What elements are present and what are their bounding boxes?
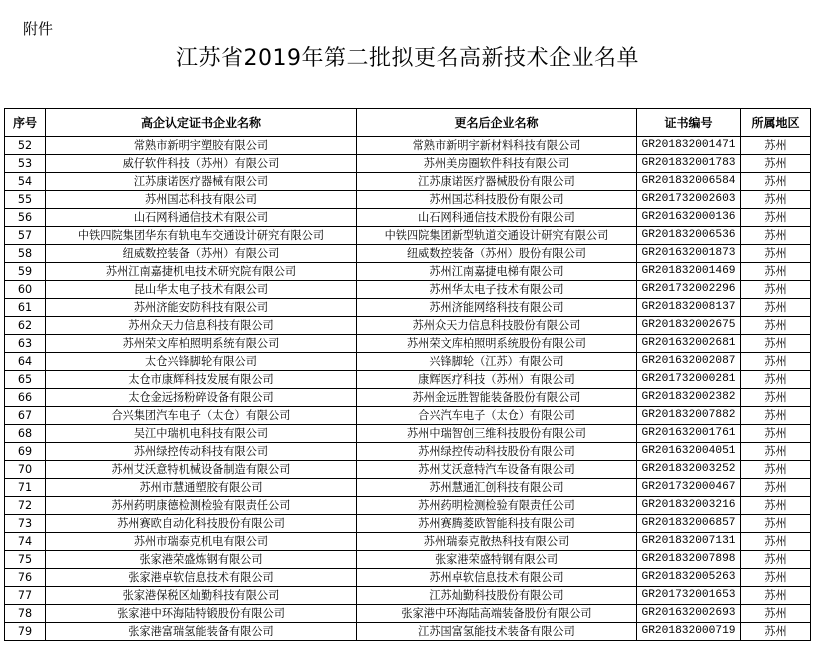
cell-new-name: 张家港中环海陆高端装备股份有限公司 [357, 605, 637, 623]
cell-new-name: 苏州药明检测检验有限责任公司 [357, 497, 637, 515]
cell-original-name: 张家港中环海陆特锻股份有限公司 [46, 605, 357, 623]
cell-certificate-no: GR201832007882 [637, 407, 741, 425]
cell-new-name: 苏州众天力信息科技股份有限公司 [357, 317, 637, 335]
cell-region: 苏州 [741, 569, 811, 587]
column-header-region: 所属地区 [741, 109, 811, 137]
cell-region: 苏州 [741, 443, 811, 461]
cell-certificate-no: GR201632002087 [637, 353, 741, 371]
cell-certificate-no: GR201832006857 [637, 515, 741, 533]
cell-certificate-no: GR201632001873 [637, 245, 741, 263]
cell-region: 苏州 [741, 461, 811, 479]
cell-certificate-no: GR201832001783 [637, 155, 741, 173]
cell-original-name: 苏州市慧通塑胶有限公司 [46, 479, 357, 497]
cell-original-name: 张家港保税区灿勤科技有限公司 [46, 587, 357, 605]
cell-index: 54 [5, 173, 46, 191]
cell-index: 58 [5, 245, 46, 263]
cell-original-name: 威仔软件科技（苏州）有限公司 [46, 155, 357, 173]
cell-certificate-no: GR201632002681 [637, 335, 741, 353]
cell-certificate-no: GR201732002603 [637, 191, 741, 209]
cell-index: 67 [5, 407, 46, 425]
cell-index: 74 [5, 533, 46, 551]
cell-certificate-no: GR201732000467 [637, 479, 741, 497]
cell-original-name: 吴江中瑞机电科技有限公司 [46, 425, 357, 443]
cell-index: 72 [5, 497, 46, 515]
cell-new-name: 苏州赛腾菱欧智能科技有限公司 [357, 515, 637, 533]
cell-certificate-no: GR201732002296 [637, 281, 741, 299]
cell-certificate-no: GR201632004051 [637, 443, 741, 461]
cell-certificate-no: GR201732001653 [637, 587, 741, 605]
cell-index: 69 [5, 443, 46, 461]
table-row [5, 371, 811, 389]
cell-new-name: 苏州国芯科技股份有限公司 [357, 191, 637, 209]
cell-certificate-no: GR201832007131 [637, 533, 741, 551]
cell-index: 52 [5, 137, 46, 155]
cell-certificate-no: GR201832000719 [637, 623, 741, 641]
cell-new-name: 苏州美房圈软件科技有限公司 [357, 155, 637, 173]
table-row [5, 605, 811, 623]
cell-certificate-no: GR201832007898 [637, 551, 741, 569]
cell-index: 77 [5, 587, 46, 605]
cell-original-name: 苏州江南嘉捷机电技术研究院有限公司 [46, 263, 357, 281]
cell-new-name: 康辉医疗科技（苏州）有限公司 [357, 371, 637, 389]
cell-region: 苏州 [741, 515, 811, 533]
cell-new-name: 合兴汽车电子（太仓）有限公司 [357, 407, 637, 425]
table-row [5, 191, 811, 209]
cell-original-name: 苏州药明康德检测检验有限责任公司 [46, 497, 357, 515]
column-header-certificate-no: 证书编号 [637, 109, 741, 137]
cell-new-name: 兴锋脚轮（江苏）有限公司 [357, 353, 637, 371]
cell-region: 苏州 [741, 407, 811, 425]
cell-new-name: 苏州江南嘉捷电梯有限公司 [357, 263, 637, 281]
table-row [5, 569, 811, 587]
cell-region: 苏州 [741, 605, 811, 623]
cell-original-name: 苏州国芯科技有限公司 [46, 191, 357, 209]
cell-original-name: 太仓兴锋脚轮有限公司 [46, 353, 357, 371]
cell-index: 63 [5, 335, 46, 353]
table-row [5, 587, 811, 605]
cell-original-name: 常熟市新明宇塑胶有限公司 [46, 137, 357, 155]
cell-region: 苏州 [741, 587, 811, 605]
cell-new-name: 苏州中瑞智创三维科技股份有限公司 [357, 425, 637, 443]
cell-original-name: 山石网科通信技术有限公司 [46, 209, 357, 227]
cell-index: 53 [5, 155, 46, 173]
cell-certificate-no: GR201832006536 [637, 227, 741, 245]
cell-original-name: 苏州众天力信息科技有限公司 [46, 317, 357, 335]
cell-region: 苏州 [741, 209, 811, 227]
cell-original-name: 太仓市康辉科技发展有限公司 [46, 371, 357, 389]
cell-index: 70 [5, 461, 46, 479]
table-row [5, 461, 811, 479]
cell-original-name: 江苏康诺医疗器械有限公司 [46, 173, 357, 191]
cell-new-name: 常熟市新明宇新材料科技有限公司 [357, 137, 637, 155]
cell-index: 61 [5, 299, 46, 317]
cell-certificate-no: GR201832008137 [637, 299, 741, 317]
cell-region: 苏州 [741, 533, 811, 551]
cell-original-name: 苏州济能安防科技有限公司 [46, 299, 357, 317]
cell-index: 64 [5, 353, 46, 371]
cell-index: 78 [5, 605, 46, 623]
cell-region: 苏州 [741, 389, 811, 407]
cell-region: 苏州 [741, 173, 811, 191]
cell-region: 苏州 [741, 353, 811, 371]
table-row [5, 389, 811, 407]
table-row [5, 443, 811, 461]
cell-certificate-no: GR201732000281 [637, 371, 741, 389]
cell-region: 苏州 [741, 263, 811, 281]
cell-certificate-no: GR201632001761 [637, 425, 741, 443]
cell-certificate-no: GR201832003252 [637, 461, 741, 479]
cell-new-name: 江苏康诺医疗器械股份有限公司 [357, 173, 637, 191]
table-row [5, 407, 811, 425]
cell-index: 62 [5, 317, 46, 335]
cell-certificate-no: GR201832001471 [637, 137, 741, 155]
cell-region: 苏州 [741, 137, 811, 155]
cell-index: 75 [5, 551, 46, 569]
cell-new-name: 中铁四院集团新型轨道交通设计研究有限公司 [357, 227, 637, 245]
table-row [5, 623, 811, 641]
cell-region: 苏州 [741, 425, 811, 443]
cell-certificate-no: GR201832005263 [637, 569, 741, 587]
cell-original-name: 太仓金远扬粉碎设备有限公司 [46, 389, 357, 407]
cell-index: 71 [5, 479, 46, 497]
cell-index: 76 [5, 569, 46, 587]
cell-index: 59 [5, 263, 46, 281]
cell-original-name: 昆山华太电子技术有限公司 [46, 281, 357, 299]
cell-original-name: 苏州赛欧自动化科技股份有限公司 [46, 515, 357, 533]
cell-region: 苏州 [741, 245, 811, 263]
table-row [5, 515, 811, 533]
cell-original-name: 张家港荣盛炼钢有限公司 [46, 551, 357, 569]
table-row [5, 533, 811, 551]
cell-new-name: 张家港荣盛特钢有限公司 [357, 551, 637, 569]
cell-original-name: 苏州艾沃意特机械设备制造有限公司 [46, 461, 357, 479]
cell-original-name: 中铁四院集团华东有轨电车交通设计研究有限公司 [46, 227, 357, 245]
cell-index: 73 [5, 515, 46, 533]
cell-region: 苏州 [741, 335, 811, 353]
cell-region: 苏州 [741, 479, 811, 497]
cell-certificate-no: GR201832001469 [637, 263, 741, 281]
cell-index: 56 [5, 209, 46, 227]
cell-new-name: 苏州华太电子技术有限公司 [357, 281, 637, 299]
cell-certificate-no: GR201832002382 [637, 389, 741, 407]
cell-new-name: 苏州济能网络科技有限公司 [357, 299, 637, 317]
cell-original-name: 张家港卓软信息技术有限公司 [46, 569, 357, 587]
cell-original-name: 张家港富瑞氢能装备有限公司 [46, 623, 357, 641]
column-header-new-name: 更名后企业名称 [357, 109, 637, 137]
cell-original-name: 纽威数控装备（苏州）有限公司 [46, 245, 357, 263]
cell-new-name: 纽威数控装备（苏州）股份有限公司 [357, 245, 637, 263]
table-row [5, 263, 811, 281]
cell-original-name: 合兴集团汽车电子（太仓）有限公司 [46, 407, 357, 425]
table-row [5, 353, 811, 371]
cell-new-name: 苏州金远胜智能装备股份有限公司 [357, 389, 637, 407]
table-row [5, 335, 811, 353]
attachment-label: 附件 [23, 20, 54, 38]
table-row [5, 551, 811, 569]
cell-original-name: 苏州市瑞泰克机电有限公司 [46, 533, 357, 551]
cell-region: 苏州 [741, 281, 811, 299]
cell-certificate-no: GR201832006584 [637, 173, 741, 191]
cell-certificate-no: GR201632000136 [637, 209, 741, 227]
cell-new-name: 苏州瑞泰克散热科技有限公司 [357, 533, 637, 551]
table-row [5, 425, 811, 443]
page-title: 江苏省2019年第二批拟更名高新技术企业名单 [176, 46, 639, 71]
cell-region: 苏州 [741, 317, 811, 335]
table-row [5, 281, 811, 299]
column-header-index: 序号 [5, 109, 46, 137]
table-body [5, 137, 811, 641]
cell-new-name: 江苏国富氢能技术装备有限公司 [357, 623, 637, 641]
cell-new-name: 苏州绿控传动科技股份有限公司 [357, 443, 637, 461]
cell-certificate-no: GR201832003216 [637, 497, 741, 515]
cell-region: 苏州 [741, 623, 811, 641]
cell-new-name: 苏州慧通汇创科技有限公司 [357, 479, 637, 497]
cell-region: 苏州 [741, 497, 811, 515]
cell-original-name: 苏州荣文库柏照明系统有限公司 [46, 335, 357, 353]
cell-certificate-no: GR201832002675 [637, 317, 741, 335]
cell-region: 苏州 [741, 191, 811, 209]
table-row [5, 497, 811, 515]
table-row [5, 173, 811, 191]
company-rename-table [4, 108, 811, 641]
table-row [5, 137, 811, 155]
cell-region: 苏州 [741, 299, 811, 317]
cell-original-name: 苏州绿控传动科技有限公司 [46, 443, 357, 461]
cell-index: 66 [5, 389, 46, 407]
cell-region: 苏州 [741, 371, 811, 389]
cell-index: 65 [5, 371, 46, 389]
table-header-row [5, 109, 811, 137]
cell-new-name: 苏州艾沃意特汽车设备有限公司 [357, 461, 637, 479]
cell-region: 苏州 [741, 227, 811, 245]
cell-new-name: 江苏灿勤科技股份有限公司 [357, 587, 637, 605]
column-header-original-name: 高企认定证书企业名称 [46, 109, 357, 137]
cell-region: 苏州 [741, 155, 811, 173]
cell-index: 68 [5, 425, 46, 443]
table-row [5, 209, 811, 227]
cell-index: 57 [5, 227, 46, 245]
cell-new-name: 苏州荣文库柏照明系统股份有限公司 [357, 335, 637, 353]
table-row [5, 155, 811, 173]
cell-index: 79 [5, 623, 46, 641]
table-row [5, 479, 811, 497]
cell-region: 苏州 [741, 551, 811, 569]
cell-certificate-no: GR201632002693 [637, 605, 741, 623]
cell-index: 60 [5, 281, 46, 299]
table-row [5, 245, 811, 263]
cell-new-name: 苏州卓软信息技术有限公司 [357, 569, 637, 587]
table-row [5, 227, 811, 245]
table-row [5, 299, 811, 317]
table-row [5, 317, 811, 335]
cell-index: 55 [5, 191, 46, 209]
cell-new-name: 山石网科通信技术股份有限公司 [357, 209, 637, 227]
